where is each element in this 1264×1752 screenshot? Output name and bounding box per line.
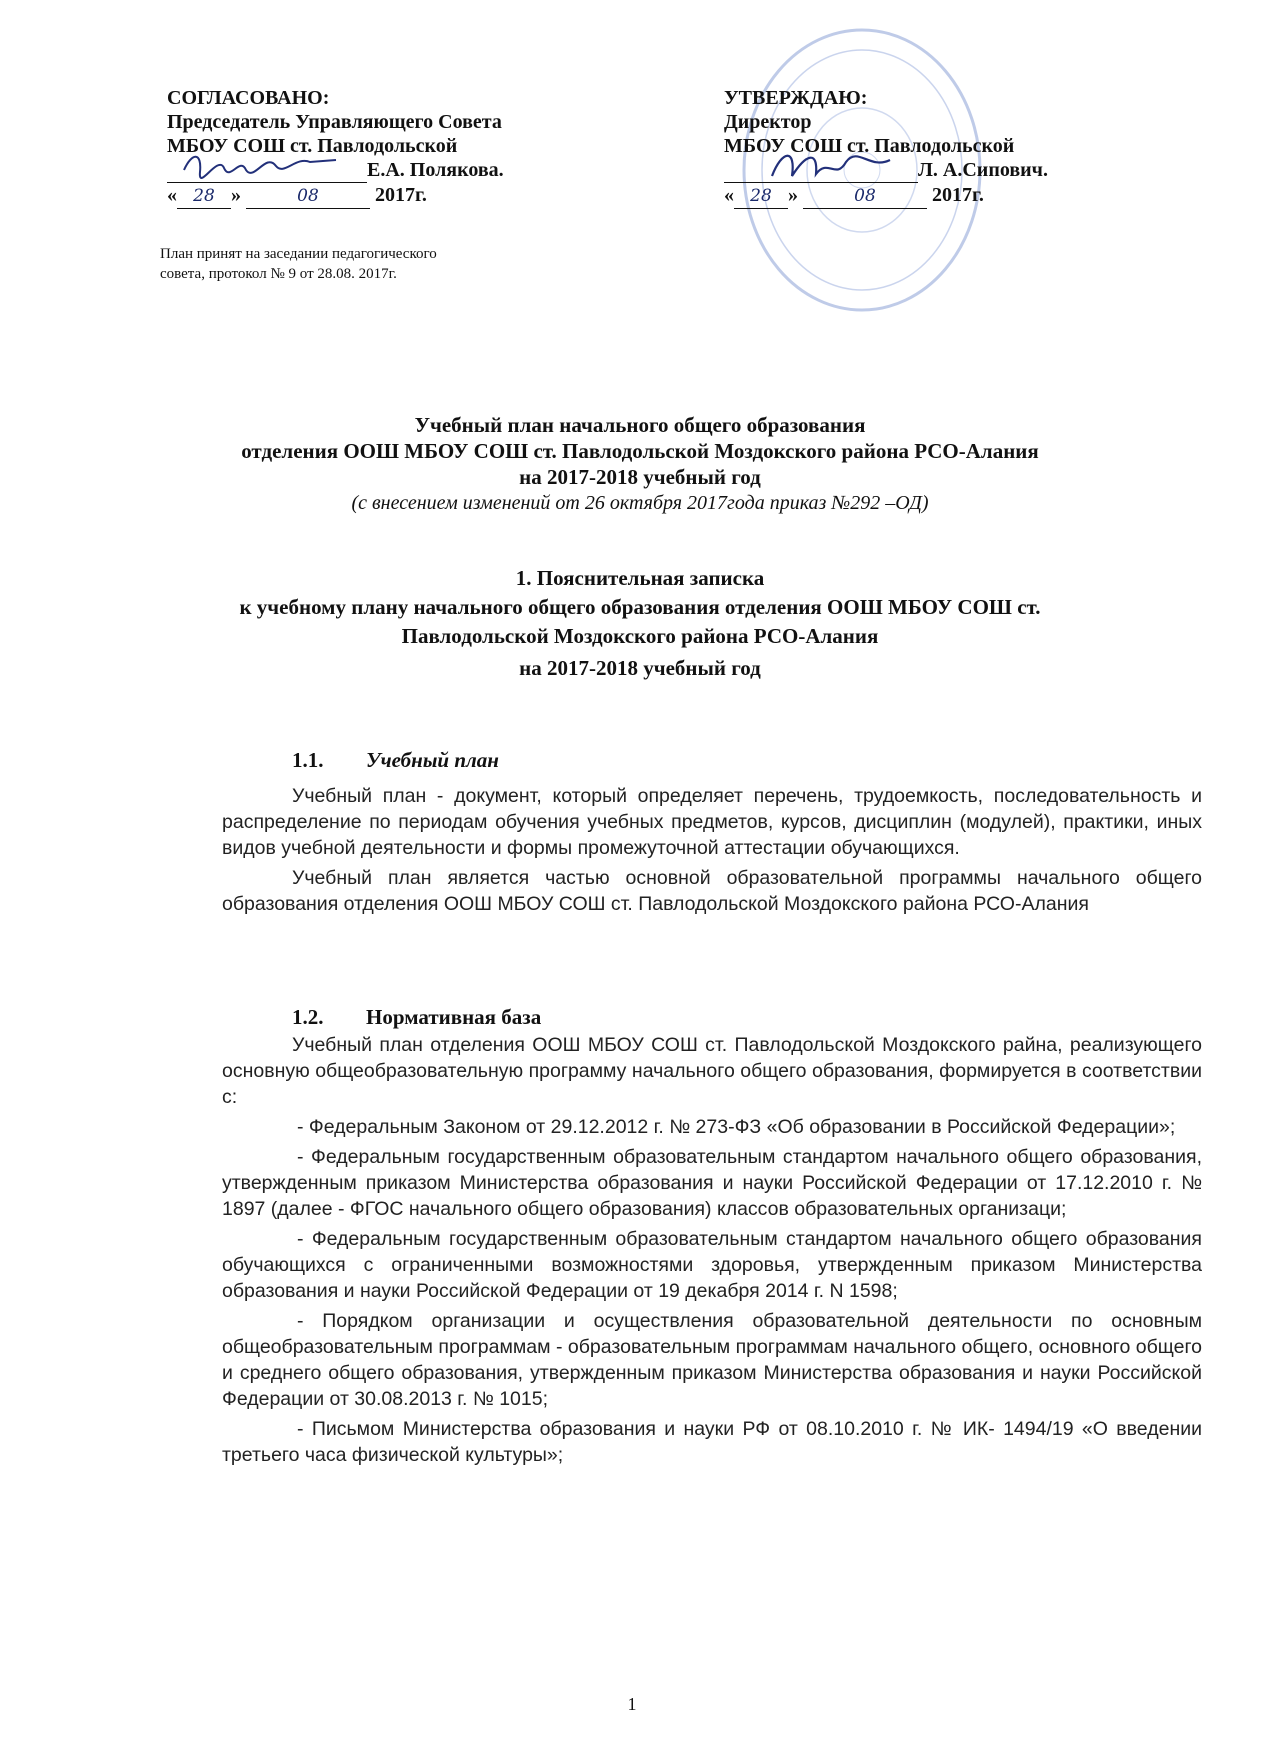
approval-date: « 28 » 08 2017г. xyxy=(167,183,587,209)
approval-organization: МБОУ СОШ ст. Павлодольской xyxy=(167,135,458,157)
council-note xyxy=(160,244,540,284)
section-body-1-1 xyxy=(222,783,1202,921)
note-heading-line: на 2017-2018 учебный год xyxy=(519,656,761,680)
explanatory-note-heading xyxy=(140,562,1140,684)
approval-date: « 28 » 08 2017г. xyxy=(724,183,1104,209)
date-day: 28 xyxy=(177,184,231,209)
paragraph: Учебный план является частью основной образовательной программы начального общего образования отделения ООШ МБОУ СОШ ст. Павлодольской Моздокского района РСО-Алания xyxy=(222,867,1202,915)
note-heading-line: к учебному плану начального общего образования отделения ООШ МБОУ СОШ ст. xyxy=(239,595,1041,619)
section-number: 1.1. xyxy=(292,748,324,772)
date-month: 08 xyxy=(803,184,927,209)
section-heading-1-2 xyxy=(292,1005,541,1030)
approval-position: Председатель Управляющего Совета xyxy=(167,111,502,133)
list-item: - Письмом Министерства образования и науки РФ от 08.10.2010 г. № ИК- 1494/19 «О введении третьего часа физической культуры»; xyxy=(222,1418,1202,1466)
section-heading-1-1 xyxy=(292,748,499,773)
title-line: Учебный план начального общего образования xyxy=(414,413,866,437)
list-item: - Федеральным государственным образовательным стандартом начального общего образования обучающихся с ограниченными возможностями здоровья, утвержденным приказом Министерства образования и науки Российской Федерации от 19 декабря 2014 г. N 1598; xyxy=(222,1228,1202,1302)
note-heading-line: 1. Пояснительная записка xyxy=(515,566,765,590)
title-line: на 2017-2018 учебный год xyxy=(519,465,761,489)
section-number: 1.2. xyxy=(292,1005,324,1029)
section-body-1-2 xyxy=(222,1032,1202,1472)
document-title xyxy=(140,412,1140,516)
list-item: - Федеральным государственным образовательным стандартом начального общего образования, утвержденным приказом Министерства образования и науки Российской Федерации от 17.12.2010 г. № 1897 (далее - ФГОС начального общего образования) классов образовательных организаци; xyxy=(222,1146,1202,1220)
title-amendment: (с внесением изменений от 26 октября 2017года приказ №292 –ОД) xyxy=(351,492,929,514)
list-item: - Федеральным Законом от 29.12.2012 г. № 273-ФЗ «Об образовании в Российской Федерации»; xyxy=(297,1116,1176,1138)
note-heading-line: Павлодольской Моздокского района РСО-Алания xyxy=(401,624,879,648)
date-day: 28 xyxy=(734,184,788,209)
approval-heading: СОГЛАСОВАНО: xyxy=(167,87,330,109)
page-number: 1 xyxy=(627,1694,637,1714)
section-title: Учебный план xyxy=(366,748,499,772)
signer-name: Л. А.Сипович. xyxy=(918,159,1048,181)
title-line: отделения ООШ МБОУ СОШ ст. Павлодольской Моздокского района РСО-Алания xyxy=(241,439,1039,463)
council-note-line: План принят на заседании педагогического xyxy=(160,246,437,262)
approval-organization: МБОУ СОШ ст. Павлодольской xyxy=(724,135,1015,157)
date-month: 08 xyxy=(246,184,370,209)
date-year: 2017г. xyxy=(932,184,984,206)
section-title: Нормативная база xyxy=(366,1005,542,1029)
date-year: 2017г. xyxy=(375,184,427,206)
paragraph: Учебный план отделения ООШ МБОУ СОШ ст. Павлодольской Моздокского райна, реализующего основную общеобразовательную программу начального общего образования, формируется в соответствии с: xyxy=(222,1034,1202,1108)
signature-right-icon xyxy=(766,140,896,190)
council-note-line: совета, протокол № 9 от 28.08. 2017г. xyxy=(160,266,397,282)
signature-left-icon xyxy=(180,148,340,184)
signer-name: Е.А. Полякова. xyxy=(367,159,504,181)
approval-position: Директор xyxy=(724,111,812,133)
list-item: - Порядком организации и осуществления образовательной деятельности по основным общеобразовательным программам - образовательным программам начального общего, основного общего и среднего общего образования, утвержденным приказом Министерства образования и науки Российской Федерации от 30.08.2013 г. № 1015; xyxy=(222,1310,1202,1410)
paragraph: Учебный план - документ, который определяет перечень, трудоемкость, последовательность и распределение по периодам обучения учебных предметов, курсов, дисциплин (модулей), практики, иных видов учебной деятельности и формы промежуточной аттестации обучающихся. xyxy=(222,785,1202,859)
approval-heading: УТВЕРЖДАЮ: xyxy=(724,87,868,109)
